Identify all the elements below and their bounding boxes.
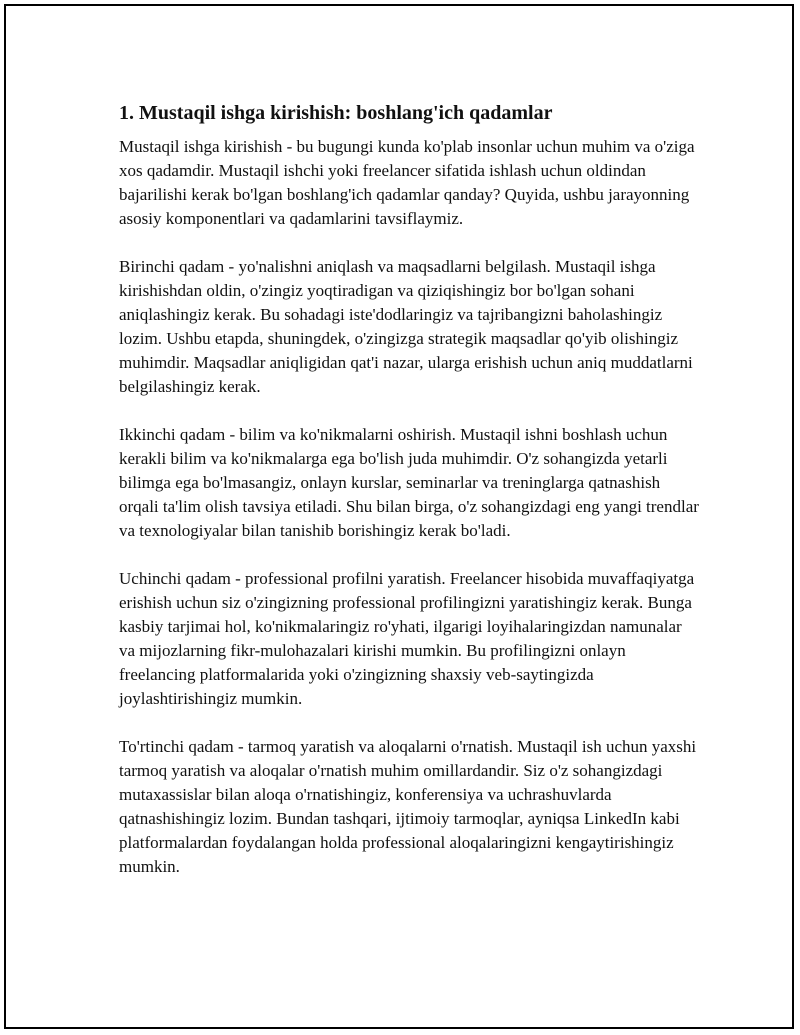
document-body — [119, 100, 699, 903]
paragraph-step-4: To'rtinchi qadam - tarmoq yaratish va aloqalarni o'rnatish. Mustaqil ish uchun yaxshi tarmoq yaratish va aloqalar o'rnatish muhim omillardandir. Siz o'z sohangizdagi mutaxassislar bilan aloqa o'rnatishingiz, konferensiya va uchrashuvlarda qatnashishingiz lozim. Bundan tashqari, ijtimoiy tarmoqlar, ayniqsa LinkedIn kabi platformalardan foydalangan holda professional aloqalaringizni kengaytirishingiz mumkin. — [119, 737, 697, 876]
document-title: 1. Mustaqil ishga kirishish: boshlang'ich qadamlar — [119, 102, 553, 124]
page-frame — [4, 4, 794, 1029]
paragraph-intro: Mustaqil ishga kirishish - bu bugungi kunda ko'plab insonlar uchun muhim va o'ziga xos qadamdir. Mustaqil ishchi yoki freelancer sifatida ishlash uchun oldindan bajarilishi kerak bo'lgan boshlang'ich qadamlar qanday? Quyida, ushbu jarayonning asosiy komponentlari va qadamlarini tavsiflaymiz. — [119, 137, 695, 228]
paragraph-step-2: Ikkinchi qadam - bilim va ko'nikmalarni oshirish. Mustaqil ishni boshlash uchun kerakli bilim va ko'nikmalarga ega bo'lish juda muhimdir. O'z sohangizda yetarli bilimga ega bo'lmasangiz, onlayn kurslar, seminarlar va treninglarga qatnashish orqali ta'lim olish tavsiya etiladi. Shu bilan birga, o'z sohangizdagi eng yangi trendlar va texnologiyalar bilan tanishib borishingiz kerak bo'ladi. — [119, 425, 699, 540]
paragraph-step-3: Uchinchi qadam - professional profilni yaratish. Freelancer hisobida muvaffaqiyatga erishish uchun siz o'zingizning professional profilingizni yaratishingiz kerak. Bunga kasbiy tarjimai hol, ko'nikmalaringiz ro'yhati, ilgarigi loyihalaringizdan namunalar va mijozlarning fikr-mulohazalari kirishi mumkin. Bu profilingizni onlayn freelancing platformalarida yoki o'zingizning shaxsiy veb-saytingizda joylashtirishingiz mumkin. — [119, 569, 695, 708]
paragraph-step-1: Birinchi qadam - yo'nalishni aniqlash va maqsadlarni belgilash. Mustaqil ishga kirishishdan oldin, o'zingiz yoqtiradigan va qiziqishingiz bor bo'lgan sohani aniqlashingiz kerak. Bu sohadagi iste'dodlaringiz va tajribangizni baholashingiz lozim. Ushbu etapda, shuningdek, o'zingizga strategik maqsadlar qo'yib olishingiz muhimdir. Maqsadlar aniqligidan qat'i nazar, ularga erishish uchun aniq muddatlarni belgilashingiz kerak. — [119, 257, 693, 396]
